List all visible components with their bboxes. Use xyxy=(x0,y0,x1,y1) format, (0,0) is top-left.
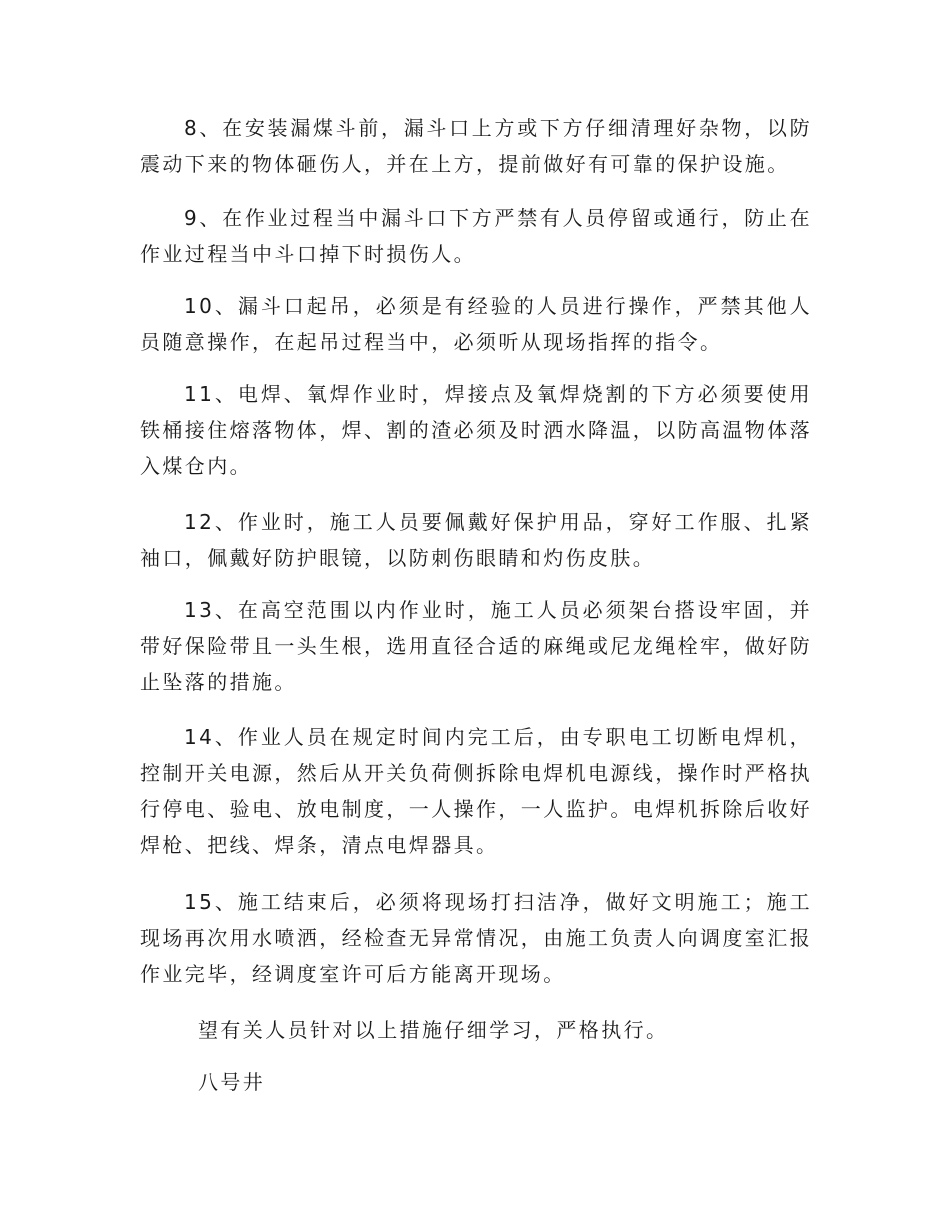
signature-unit: 八号井 xyxy=(198,1070,266,1094)
measure-item-9: 9、在作业过程当中漏斗口下方严禁有人员停留或通行，防止在作业过程当中斗口掉下时损伤人。 xyxy=(140,206,812,266)
measure-item-8: 8、在安装漏煤斗前，漏斗口上方或下方仔细清理好杂物，以防震动下来的物体砸伤人，并在上方，提前做好有可靠的保护设施。 xyxy=(140,116,812,176)
measure-item-14: 14、作业人员在规定时间内完工后，由专职电工切断电焊机，控制开关电源，然后从开关负荷侧拆除电焊机电源线，操作时严格执行停电、验电、放电制度，一人操作，一人监护。电焊机拆除后收好焊枪、把线、焊条，清点电焊器具。 xyxy=(140,725,812,857)
measure-item-12: 12、作业时，施工人员要佩戴好保护用品，穿好工作服、扎紧袖口，佩戴好防护眼镜，以防刺伤眼睛和灼伤皮肤。 xyxy=(140,510,812,570)
measure-item-15: 15、施工结束后，必须将现场打扫洁净，做好文明施工；施工现场再次用水喷洒，经检查无异常情况，由施工负责人向调度室汇报作业完毕，经调度室许可后方能离开现场。 xyxy=(140,890,812,986)
measure-item-11: 11、电焊、氧焊作业时，焊接点及氧焊烧割的下方必须要使用铁桶接住熔落物体，焊、割的渣必须及时洒水降温，以防高温物体落入煤仓内。 xyxy=(140,382,812,478)
closing-note: 望有关人员针对以上措施仔细学习，严格执行。 xyxy=(198,1018,669,1042)
measure-item-10: 10、漏斗口起吊，必须是有经验的人员进行操作，严禁其他人员随意操作，在起吊过程当中，必须听从现场指挥的指令。 xyxy=(140,294,812,354)
measure-item-13: 13、在高空范围以内作业时，施工人员必须架台搭设牢固，并带好保险带且一头生根，选用直径合适的麻绳或尼龙绳栓牢，做好防止坠落的措施。 xyxy=(140,598,812,694)
